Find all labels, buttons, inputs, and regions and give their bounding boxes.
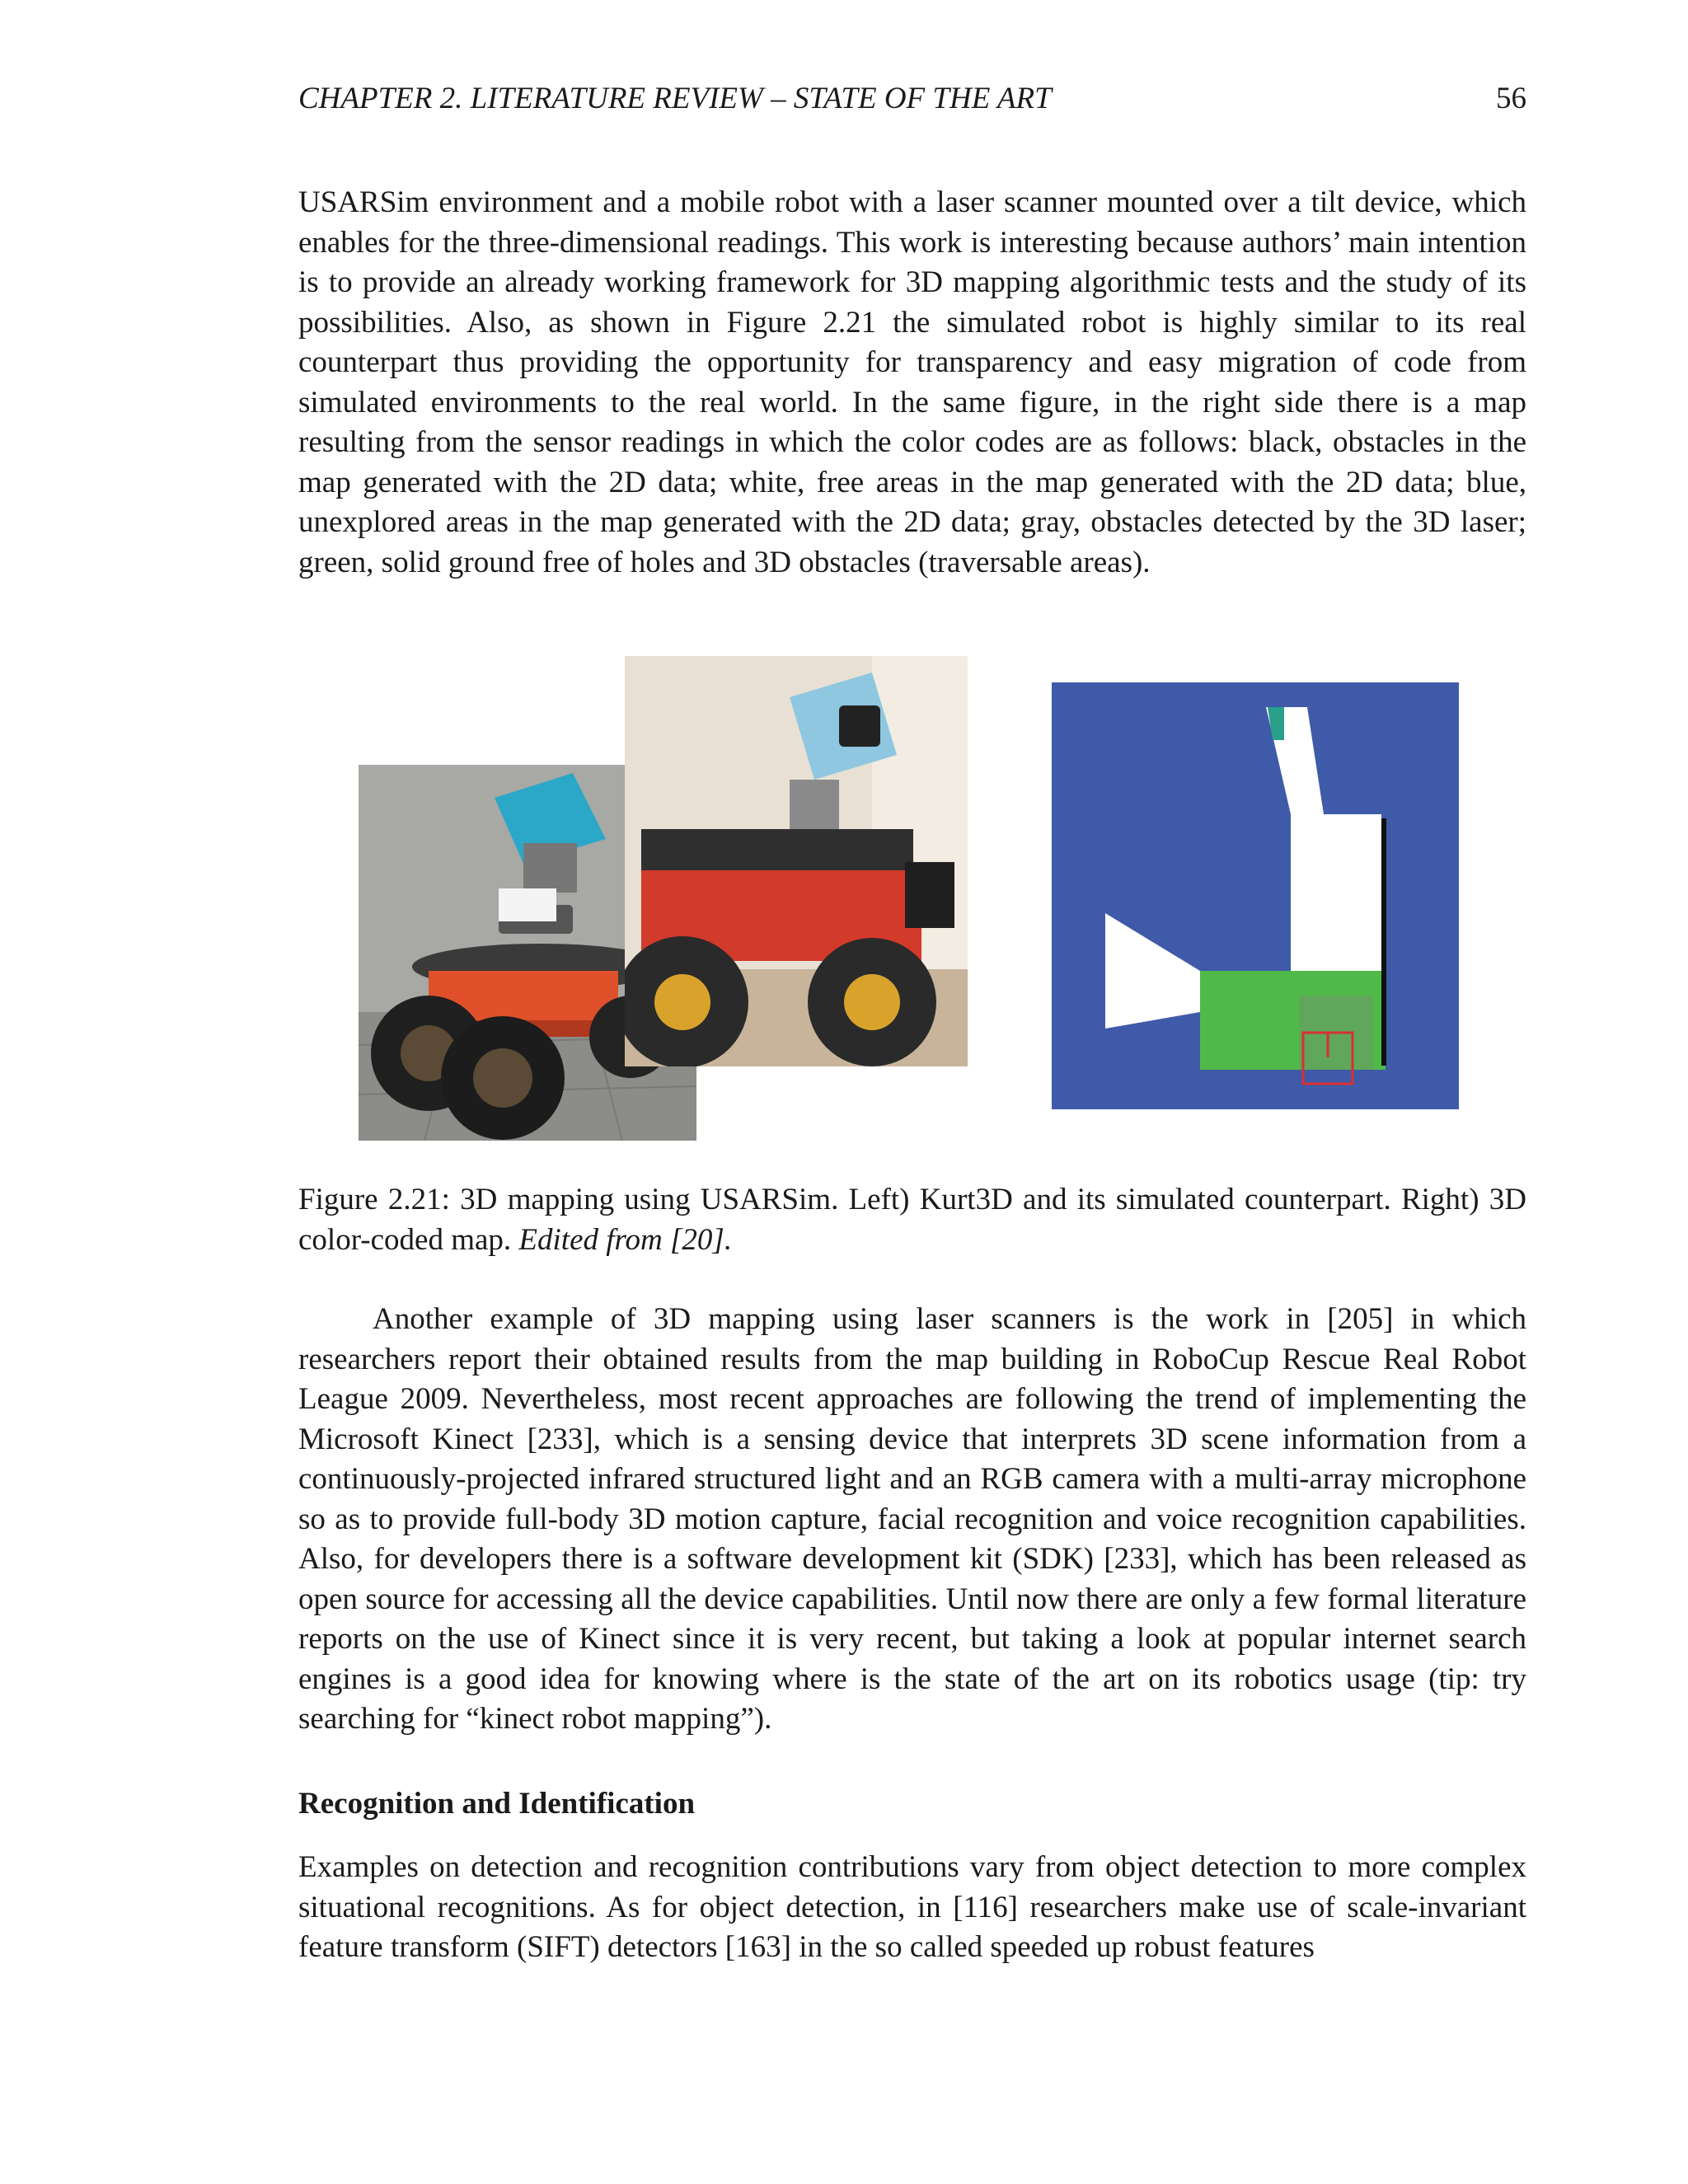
map-obstacle-edge	[1381, 818, 1386, 1066]
page-number: 56	[1496, 82, 1526, 115]
paragraph-usarsim: USARSim environment and a mobile robot with a laser scanner mounted over a tilt device, which enables for the three-dimensional readings. This work is interesting because authors’ main intention is to provide an already working framework for 3D mapping algorithmic tests and the study of its possibilities. Also, as shown in Figure 2.21 the simulated robot is highly similar to its real counterpart thus providing the opportunity for transparency and easy migration of code from simulated environments to the real world. In the same figure, in the right side there is a map resulting from the sensor readings in which the color codes are as follows: black, obstacles in the map generated with the 2D data; white, free areas in the map generated with the 2D data; blue, unexplored areas in the map generated with the 2D data; gray, obstacles detected by the 3D laser; green, solid ground free of holes and 3D obstacles (traversable areas).	[298, 185, 1526, 579]
paragraph-kinect: Another example of 3D mapping using laser scanners is the work in [205] in which researchers report their obtained results from the map building in RoboCup Rescue Real Robot League 2009. Nevertheless, most recent approaches are following the trend of implementing the Microsoft Kinect [233], which is a sensing device that interprets 3D scene information from a continuously-projected infrared structured light and an RGB camera with a multi-array microphone so as to provide full-body 3D motion capture, facial recognition and voice recognition capabilities. Also, for developers there is a software development kit (SDK) [233], which has been released as open source for accessing all the device capabilities. Until now there are only a few formal literature reports on the use of Kinect since it is very recent, but taking a look at popular internet search engines is a good idea for knowing where is the state of the art on its robotics usage (tip: try searching for “kinect robot mapping”).	[298, 1302, 1526, 1736]
figure-caption	[298, 1180, 1526, 1260]
figure-caption-text: Figure 2.21: 3D mapping using USARSim. Left) Kurt3D and its simulated counterpart. Right) 3D color-coded map.	[298, 1183, 1526, 1257]
paragraph-recognition: Examples on detection and recognition contributions vary from object detection to more complex situational recognitions. As for object detection, in [116] researchers make use of scale-invariant feature transform (SIFT) detectors [163] in the so called speeded up robust features	[298, 1850, 1526, 1964]
running-header	[298, 81, 1526, 125]
chapter-title: CHAPTER 2. LITERATURE REVIEW – STATE OF THE ART	[298, 82, 1052, 115]
map-free-area	[1291, 814, 1381, 979]
color-coded-map	[1052, 682, 1459, 1109]
real-robot-photo	[625, 656, 968, 1066]
section-heading: Recognition and Identification	[298, 1787, 696, 1821]
figure-caption-source: Edited from [20].	[518, 1222, 733, 1257]
